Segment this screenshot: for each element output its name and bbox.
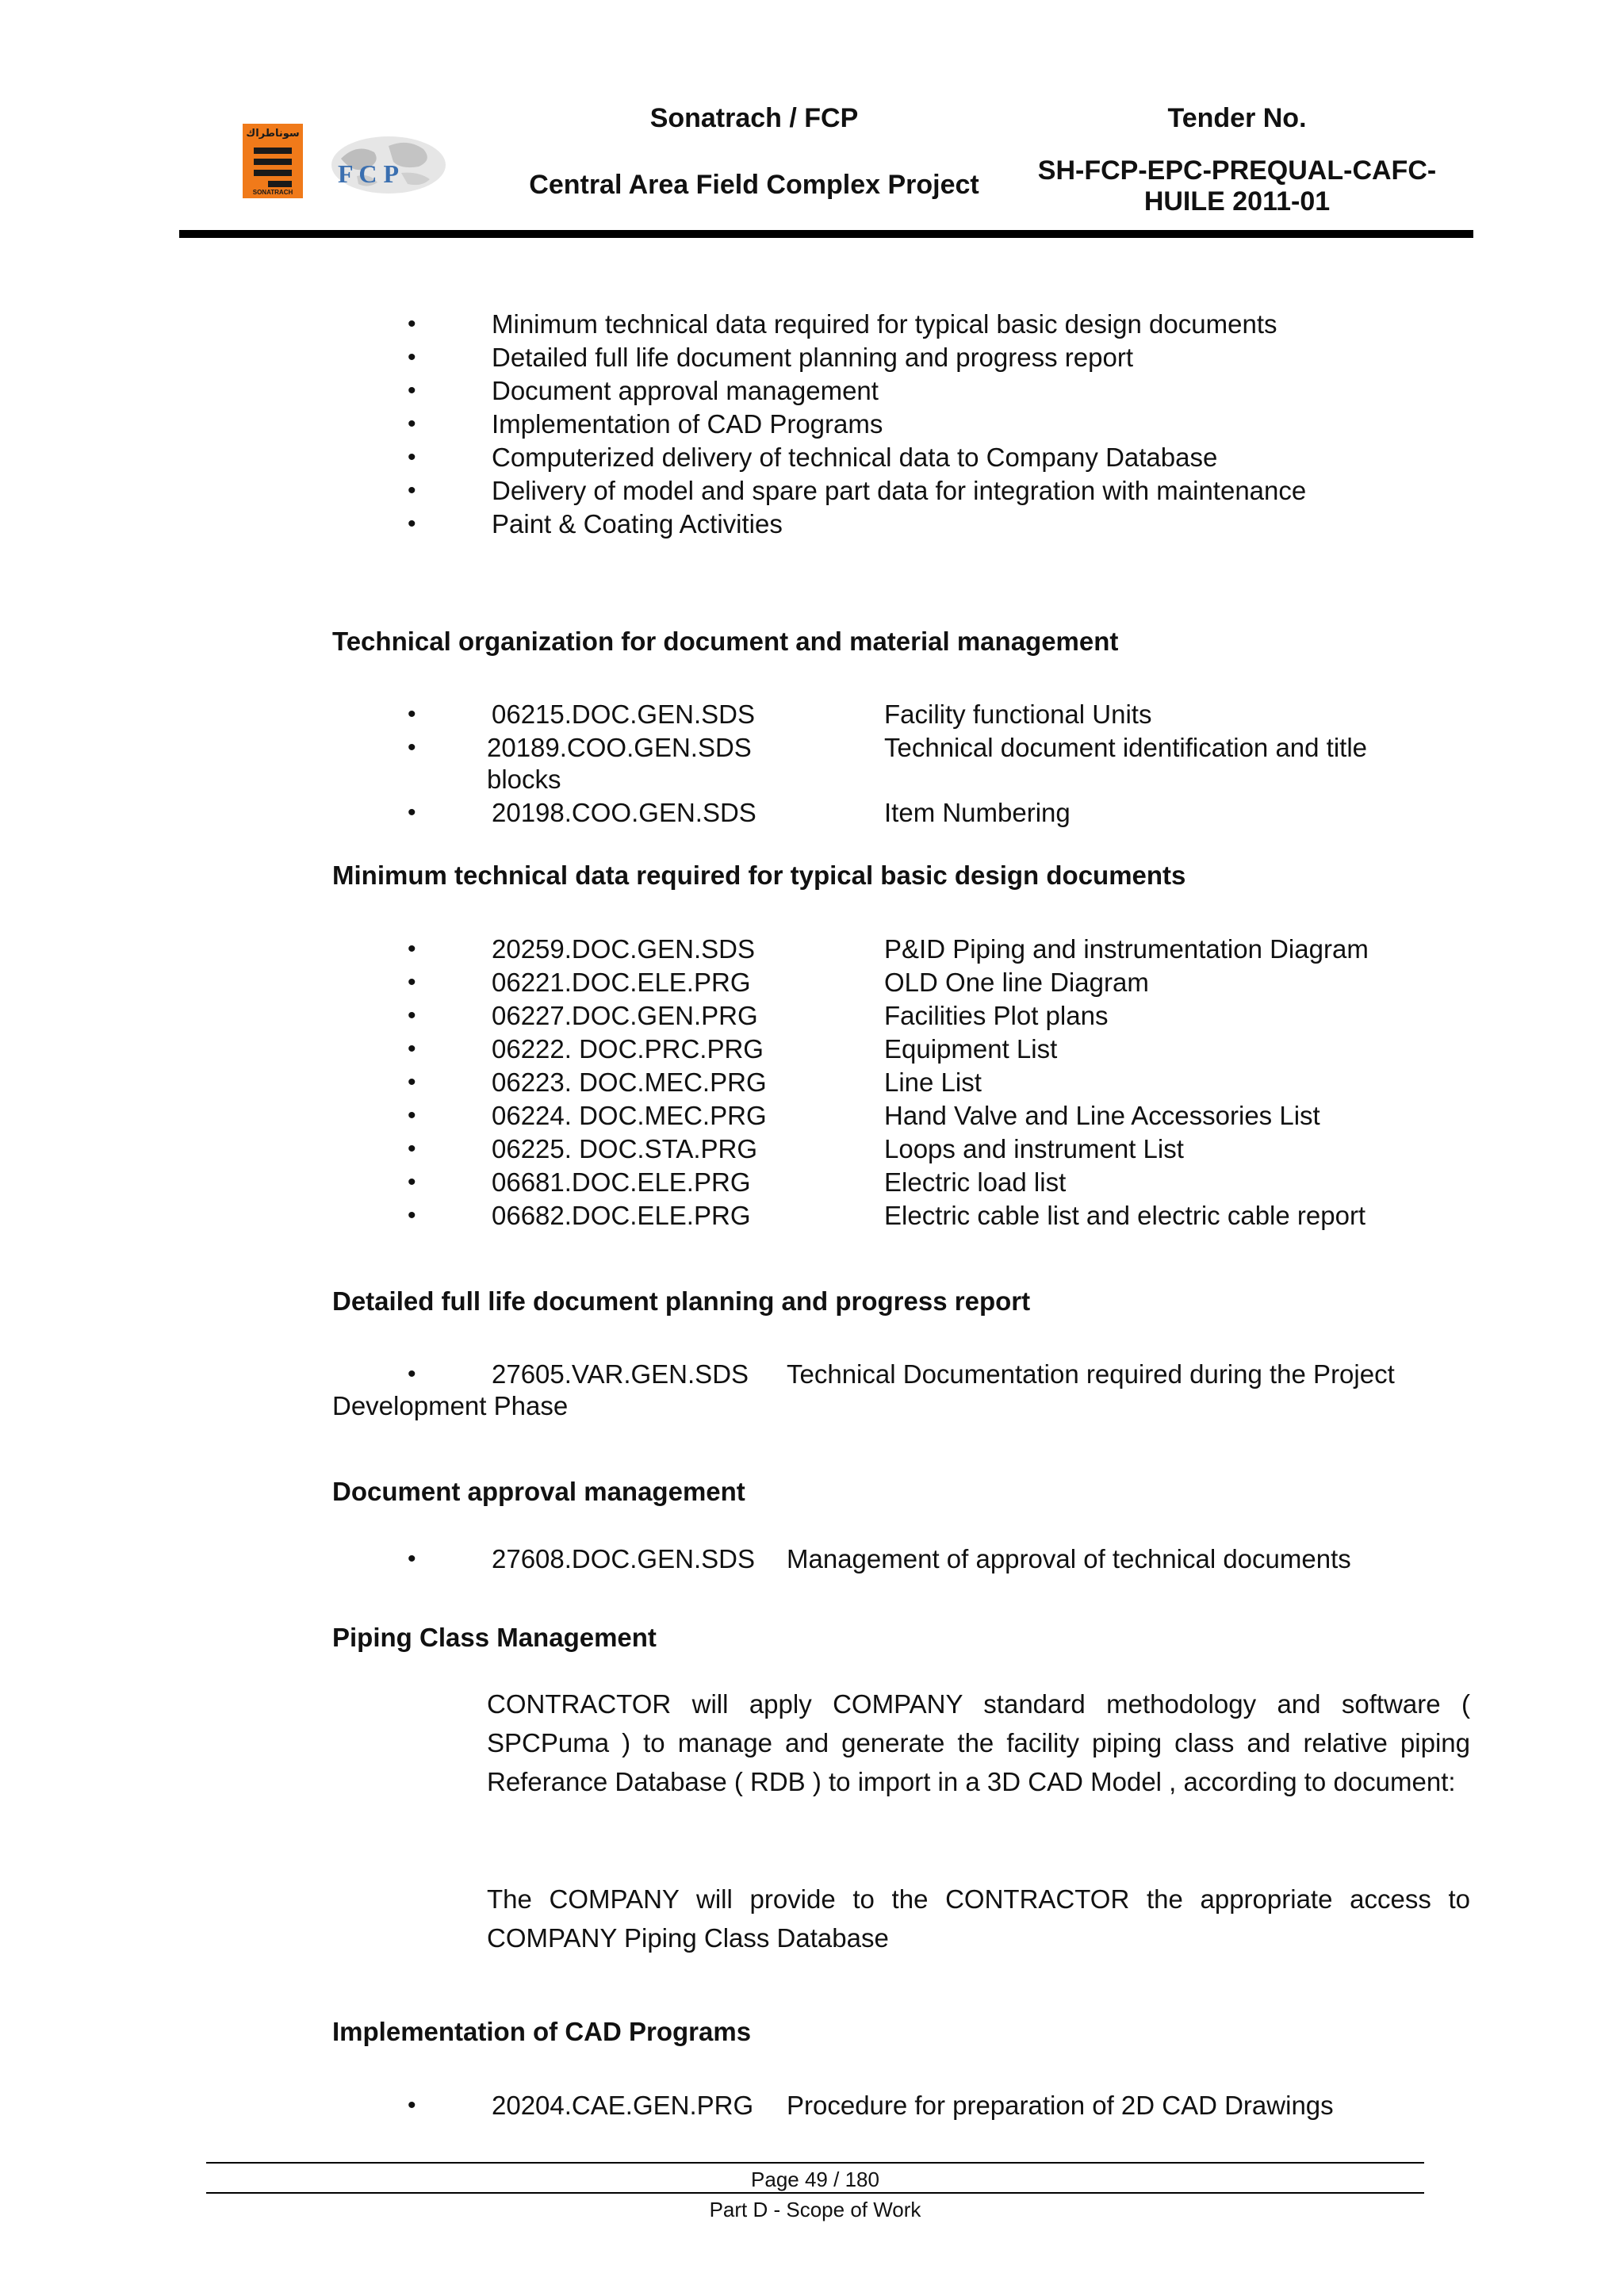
- fcp-logo-text: F C P: [338, 159, 400, 188]
- sonatrach-logo-name: SONATRACH: [252, 189, 293, 196]
- doc-description-continued: blocks: [487, 765, 561, 794]
- bullet-icon: •: [408, 936, 416, 962]
- doc-description: Procedure for preparation of 2D CAD Drawings: [787, 2091, 1334, 2120]
- doc-code: 20189.COO.GEN.SDS: [487, 733, 752, 762]
- footer-page-number: Page 49 / 180: [751, 2168, 879, 2191]
- doc-code: 20259.DOC.GEN.SDS: [492, 934, 755, 964]
- doc-description: Equipment List: [884, 1034, 1058, 1064]
- header-project: Central Area Field Complex Project: [529, 170, 979, 200]
- footer-part-label: Part D - Scope of Work: [709, 2198, 921, 2221]
- doc-description: Electric cable list and electric cable report: [884, 1201, 1366, 1230]
- bullet-icon: •: [408, 477, 416, 504]
- list-item: Implementation of CAD Programs: [492, 409, 883, 439]
- section-heading-approval: Document approval management: [332, 1477, 745, 1506]
- header-rule: [179, 230, 1473, 238]
- bullet-icon: •: [408, 2092, 416, 2118]
- sonatrach-logo: [243, 124, 303, 198]
- bullet-icon: •: [408, 1169, 416, 1195]
- footer-rule-top: [206, 2162, 1424, 2164]
- bullet-icon: •: [408, 311, 416, 337]
- bullet-icon: •: [408, 378, 416, 404]
- header-tender-label: Tender No.: [1167, 103, 1307, 133]
- doc-code: 06224. DOC.MEC.PRG: [492, 1101, 767, 1130]
- doc-description: Electric load list: [884, 1167, 1067, 1197]
- bullet-icon: •: [408, 799, 416, 826]
- bullet-icon: •: [408, 511, 416, 537]
- doc-code: 06681.DOC.ELE.PRG: [492, 1167, 751, 1197]
- doc-description: Technical Documentation required during the Project: [787, 1359, 1395, 1389]
- section-heading-piping: Piping Class Management: [332, 1623, 657, 1652]
- bullet-icon: •: [408, 701, 416, 727]
- doc-description: Facilities Plot plans: [884, 1001, 1109, 1030]
- doc-code: 06682.DOC.ELE.PRG: [492, 1201, 751, 1230]
- doc-code: 27608.DOC.GEN.SDS: [492, 1544, 755, 1573]
- bullet-icon: •: [408, 1002, 416, 1029]
- doc-description: Loops and instrument List: [884, 1134, 1184, 1163]
- bullet-icon: •: [408, 1202, 416, 1228]
- list-item: Paint & Coating Activities: [492, 509, 783, 539]
- doc-description: Technical document identification and title: [884, 733, 1368, 762]
- list-item: Detailed full life document planning and progress report: [492, 343, 1133, 372]
- list-item: Document approval management: [492, 376, 879, 405]
- doc-code: 06221.DOC.ELE.PRG: [492, 968, 751, 997]
- header-tender-no-line1: SH-FCP-EPC-PREQUAL-CAFC-: [1037, 155, 1437, 186]
- doc-description: Line List: [884, 1068, 982, 1097]
- list-item: Computerized delivery of technical data to Company Database: [492, 443, 1218, 472]
- footer-rule-bottom: [206, 2192, 1424, 2194]
- bullet-icon: •: [408, 1136, 416, 1162]
- fcp-logo: [325, 127, 452, 206]
- doc-code: 06215.DOC.GEN.SDS: [492, 700, 755, 729]
- bullet-icon: •: [408, 1069, 416, 1095]
- bullet-icon: •: [408, 444, 416, 470]
- doc-code: 20198.COO.GEN.SDS: [492, 798, 756, 827]
- doc-code: 27605.VAR.GEN.SDS: [492, 1359, 749, 1389]
- doc-description: Facility functional Units: [884, 700, 1152, 729]
- section-heading-cad: Implementation of CAD Programs: [332, 2017, 752, 2046]
- bullet-icon: •: [408, 411, 416, 437]
- bullet-icon: •: [408, 969, 416, 995]
- section-heading-tech-org: Technical organization for document and material management: [332, 627, 1119, 656]
- doc-code: 20204.CAE.GEN.PRG: [492, 2091, 754, 2120]
- doc-description: OLD One line Diagram: [884, 968, 1149, 997]
- doc-description: Hand Valve and Line Accessories List: [884, 1101, 1320, 1130]
- piping-paragraph-1: CONTRACTOR will apply COMPANY standard methodology and software ( SPCPuma ) to manage and generate the facility piping class and relative piping Referance Database ( RDB ) to import in a 3D CAD Model , according to document:: [487, 1689, 1470, 1796]
- doc-code: 06227.DOC.GEN.PRG: [492, 1001, 758, 1030]
- bullet-icon: •: [408, 734, 416, 761]
- piping-paragraph-2: The COMPANY will provide to the CONTRACTOR the appropriate access to COMPANY Piping Class Database: [487, 1884, 1470, 1953]
- bullet-icon: •: [408, 1036, 416, 1062]
- doc-code: 06225. DOC.STA.PRG: [492, 1134, 758, 1163]
- doc-description-continued: Development Phase: [332, 1391, 569, 1420]
- bullet-icon: •: [408, 1361, 416, 1387]
- doc-code: 06222. DOC.PRC.PRG: [492, 1034, 764, 1064]
- header-org: Sonatrach / FCP: [649, 103, 859, 133]
- bullet-icon: •: [408, 1546, 416, 1572]
- bullet-icon: •: [408, 344, 416, 370]
- section-heading-planning: Detailed full life document planning and progress report: [332, 1286, 1031, 1316]
- doc-description: Item Numbering: [884, 798, 1071, 827]
- list-item: Delivery of model and spare part data for integration with maintenance: [492, 476, 1307, 505]
- list-item: Minimum technical data required for typical basic design documents: [492, 309, 1277, 339]
- doc-description: Management of approval of technical documents: [787, 1544, 1351, 1573]
- sonatrach-logo-arabic: سوناطراك: [246, 127, 300, 139]
- section-heading-min-data: Minimum technical data required for typical basic design documents: [332, 861, 1186, 890]
- doc-description: P&ID Piping and instrumentation Diagram: [884, 934, 1369, 964]
- bullet-icon: •: [408, 1102, 416, 1129]
- fcp-globe-icon: [325, 127, 452, 206]
- doc-code: 06223. DOC.MEC.PRG: [492, 1068, 767, 1097]
- header-tender-no-line2: HUILE 2011-01: [1143, 186, 1331, 217]
